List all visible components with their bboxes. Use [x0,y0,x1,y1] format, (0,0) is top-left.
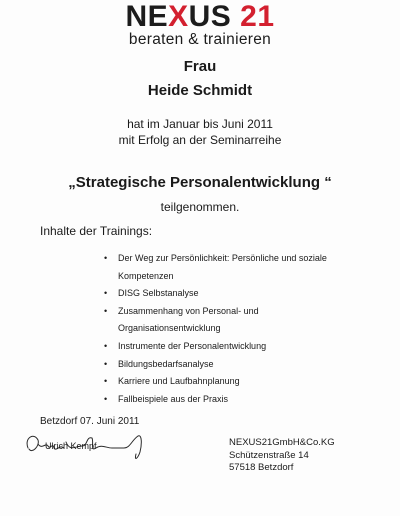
logo-tagline: beraten & trainieren [128,31,272,48]
company-street: Schützenstraße 14 [229,449,309,461]
logo-text-ne: NE [125,0,169,33]
topic-item: • Bildungsbedarfsanalyse [104,356,374,374]
topics-list [104,250,374,408]
company-logo [0,2,400,48]
company-address [229,437,335,475]
company-name: NEXUS21GmbH&Co.KG [229,437,335,448]
seminar-title: „Strategische Personalentwicklung “ [68,174,332,191]
bullet-icon: • [104,340,108,351]
bullet-icon: • [104,393,108,404]
signer-name: Ulrich Kempf [45,441,97,451]
bullet-icon: • [104,253,108,263]
topic-item: • Zusammenhang von Personal- und [104,303,374,321]
place-and-date: Betzdorf 07. Juni 2011 [40,416,140,427]
topic-item: • Karriere und Laufbahnplanung [104,373,374,391]
logo-text-number: 21 [231,0,275,33]
contents-heading: Inhalte der Trainings: [40,224,153,238]
recipient-name: Heide Schmidt [147,82,253,99]
company-city: 57518 Betzdorf [229,462,294,473]
topic-item: • DISG Selbstanalyse [104,285,374,303]
topic-item-continuation: Kompetenzen [118,270,174,281]
bullet-icon: • [104,305,108,316]
completion-text: teilgenommen. [160,200,240,214]
topic-item-continuation: Organisationsentwicklung [118,323,221,334]
logo-wordmark [125,2,274,32]
topic-item: • Der Weg zur Persönlichkeit: Persönliche und soziale [104,250,374,268]
bullet-icon: • [104,288,108,299]
recipient-salutation: Frau [183,58,217,75]
topic-item: • Instrumente der Personalentwicklung [104,338,374,356]
logo-text-x: X [168,0,189,33]
intro-line-2: mit Erfolg an der Seminarreihe [118,133,282,147]
logo-text-us: US [188,0,232,33]
bullet-icon: • [104,376,108,387]
bullet-icon: • [104,358,108,369]
intro-line-1: hat im Januar bis Juni 2011 [127,117,273,131]
topic-item: • Fallbeispiele aus der Praxis [104,391,374,409]
